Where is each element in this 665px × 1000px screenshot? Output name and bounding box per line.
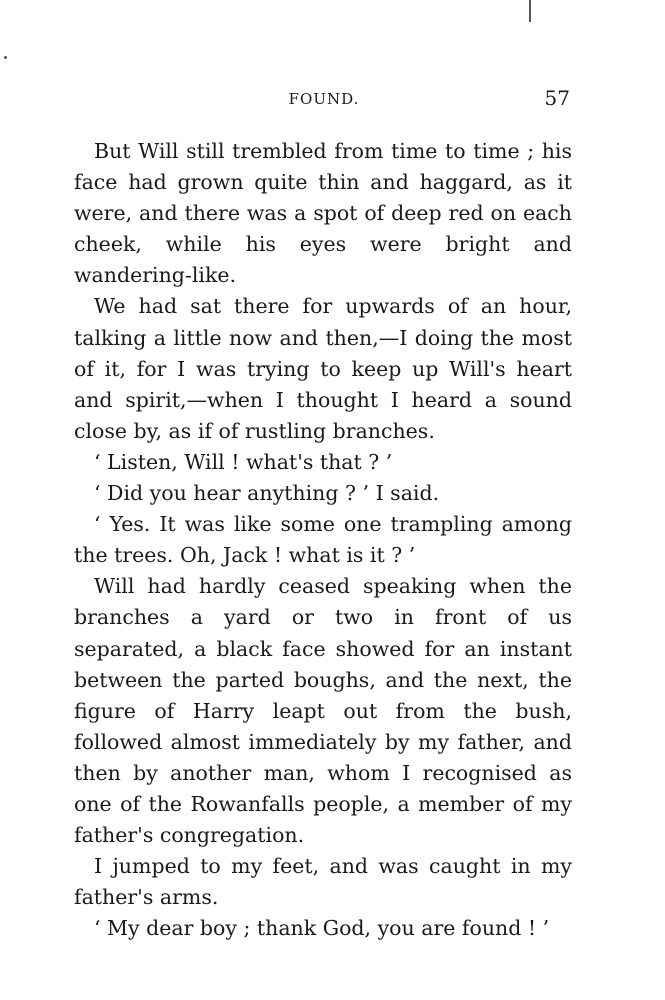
paragraph: ‘ Did you hear anything ? ’ I said.: [94, 481, 440, 506]
margin-mark: [529, 0, 531, 22]
paragraph: ‘ My dear boy ; thank God, you are found ! ’: [94, 916, 550, 941]
paragraph: I jumped to my feet, and was caught in my father's arms.: [74, 854, 572, 910]
paragraph: We had sat there for upwards of an hour, talking a little now and then,—I doing the most of it, for I was trying to keep up Will's heart and spirit,—when I thought I heard a sound close by, as if of rustling branches.: [74, 294, 572, 443]
paragraph: But Will still trembled from time to time ; his face had grown quite thin and haggard, as it were, and there was a spot of deep red on each cheek, while his eyes were bright and wandering-like.: [74, 139, 572, 288]
page-number: 57: [544, 86, 570, 110]
margin-speck: [4, 56, 7, 59]
paragraph: ‘ Yes. It was like some one trampling among the trees. Oh, Jack ! what is it ? ’: [74, 512, 572, 568]
body-text: [74, 136, 572, 944]
paragraph: ‘ Listen, Will ! what's that ? ’: [94, 449, 393, 474]
page-header: [78, 86, 570, 116]
paragraph: Will had hardly ceased speaking when the branches a yard or two in front of us separated, a black face showed for an instant between the parted boughs, and the next, the figure of Harry leapt out from the bush, followed almost immediately by my father, and then by another man, whom I recognised as one of the Rowanfalls people, a member of my father's congregation.: [74, 574, 572, 848]
running-title: FOUND.: [288, 90, 360, 108]
